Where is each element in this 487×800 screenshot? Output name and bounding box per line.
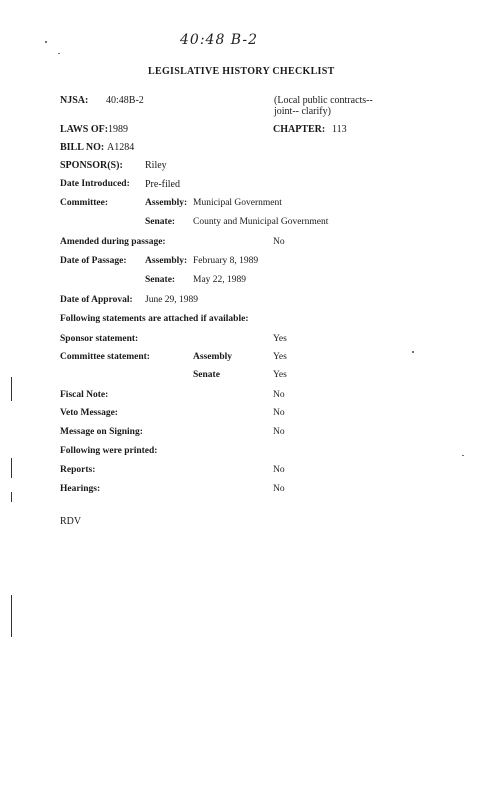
committee-statement-senate-label: Senate — [193, 370, 220, 380]
committee-senate-label: Senate: — [145, 217, 176, 227]
date-of-approval-value: June 29, 1989 — [145, 295, 199, 305]
committee-statement-label: Committee statement: — [60, 352, 150, 362]
passage-senate-label: Senate: — [145, 275, 176, 285]
reports-value: No — [273, 465, 285, 475]
committee-statement-senate-value: Yes — [273, 370, 287, 380]
hearings-value: No — [273, 484, 285, 494]
amended-label: Amended during passage: — [60, 237, 166, 247]
margin-line — [11, 492, 12, 502]
reports-label: Reports: — [60, 465, 96, 475]
statements-header: Following statements are attached if available: — [60, 314, 249, 324]
message-on-signing-value: No — [273, 427, 285, 437]
message-on-signing-label: Message on Signing: — [60, 427, 143, 437]
hearings-label: Hearings: — [60, 484, 101, 494]
committee-assembly-label: Assembly: — [145, 198, 188, 208]
fiscal-note-value: No — [273, 390, 285, 400]
initials: RDV — [60, 516, 82, 527]
njsa-value: 40:48B-2 — [106, 95, 144, 106]
passage-assembly-label: Assembly: — [145, 256, 188, 266]
scan-speck — [58, 53, 60, 54]
page-title: LEGISLATIVE HISTORY CHECKLIST — [148, 66, 335, 77]
margin-line — [11, 377, 12, 401]
committee-statement-assembly-label: Assembly — [193, 352, 233, 362]
printed-header: Following were printed: — [60, 446, 158, 456]
laws-of-value: 1989 — [108, 124, 128, 135]
laws-of-label: LAWS OF: — [60, 124, 109, 135]
margin-line — [11, 458, 12, 478]
bill-no-value: A1284 — [107, 142, 135, 153]
sponsors-value: Riley — [145, 160, 167, 171]
sponsor-statement-value: Yes — [273, 334, 287, 344]
margin-line — [11, 595, 12, 637]
scan-speck — [45, 41, 47, 43]
date-of-approval-label: Date of Approval: — [60, 295, 133, 305]
summary-line-1: (Local public contracts-- — [274, 95, 373, 106]
bill-no-label: BILL NO: — [60, 142, 105, 153]
passage-assembly-value: February 8, 1989 — [193, 256, 259, 266]
committee-statement-assembly-value: Yes — [273, 352, 287, 362]
date-introduced-value: Pre-filed — [145, 179, 180, 190]
veto-message-value: No — [273, 408, 285, 418]
summary-line-2: joint-- clarify) — [274, 106, 331, 117]
chapter-label: CHAPTER: — [273, 124, 326, 135]
date-of-passage-label: Date of Passage: — [60, 256, 127, 266]
njsa-label: NJSA: — [60, 95, 89, 106]
scan-speck — [412, 351, 414, 353]
handwritten-reference: 40:48 B-2 — [180, 32, 258, 48]
date-introduced-label: Date Introduced: — [60, 179, 130, 189]
sponsors-label: SPONSOR(S): — [60, 160, 123, 171]
sponsor-statement-label: Sponsor statement: — [60, 334, 139, 344]
committee-assembly-value: Municipal Government — [193, 198, 282, 208]
amended-value: No — [273, 237, 285, 247]
veto-message-label: Veto Message: — [60, 408, 118, 418]
passage-senate-value: May 22, 1989 — [193, 275, 247, 285]
committee-label: Committee: — [60, 198, 109, 208]
chapter-value: 113 — [332, 124, 347, 135]
fiscal-note-label: Fiscal Note: — [60, 390, 109, 400]
scan-speck — [462, 455, 464, 456]
committee-senate-value: County and Municipal Government — [193, 217, 329, 227]
